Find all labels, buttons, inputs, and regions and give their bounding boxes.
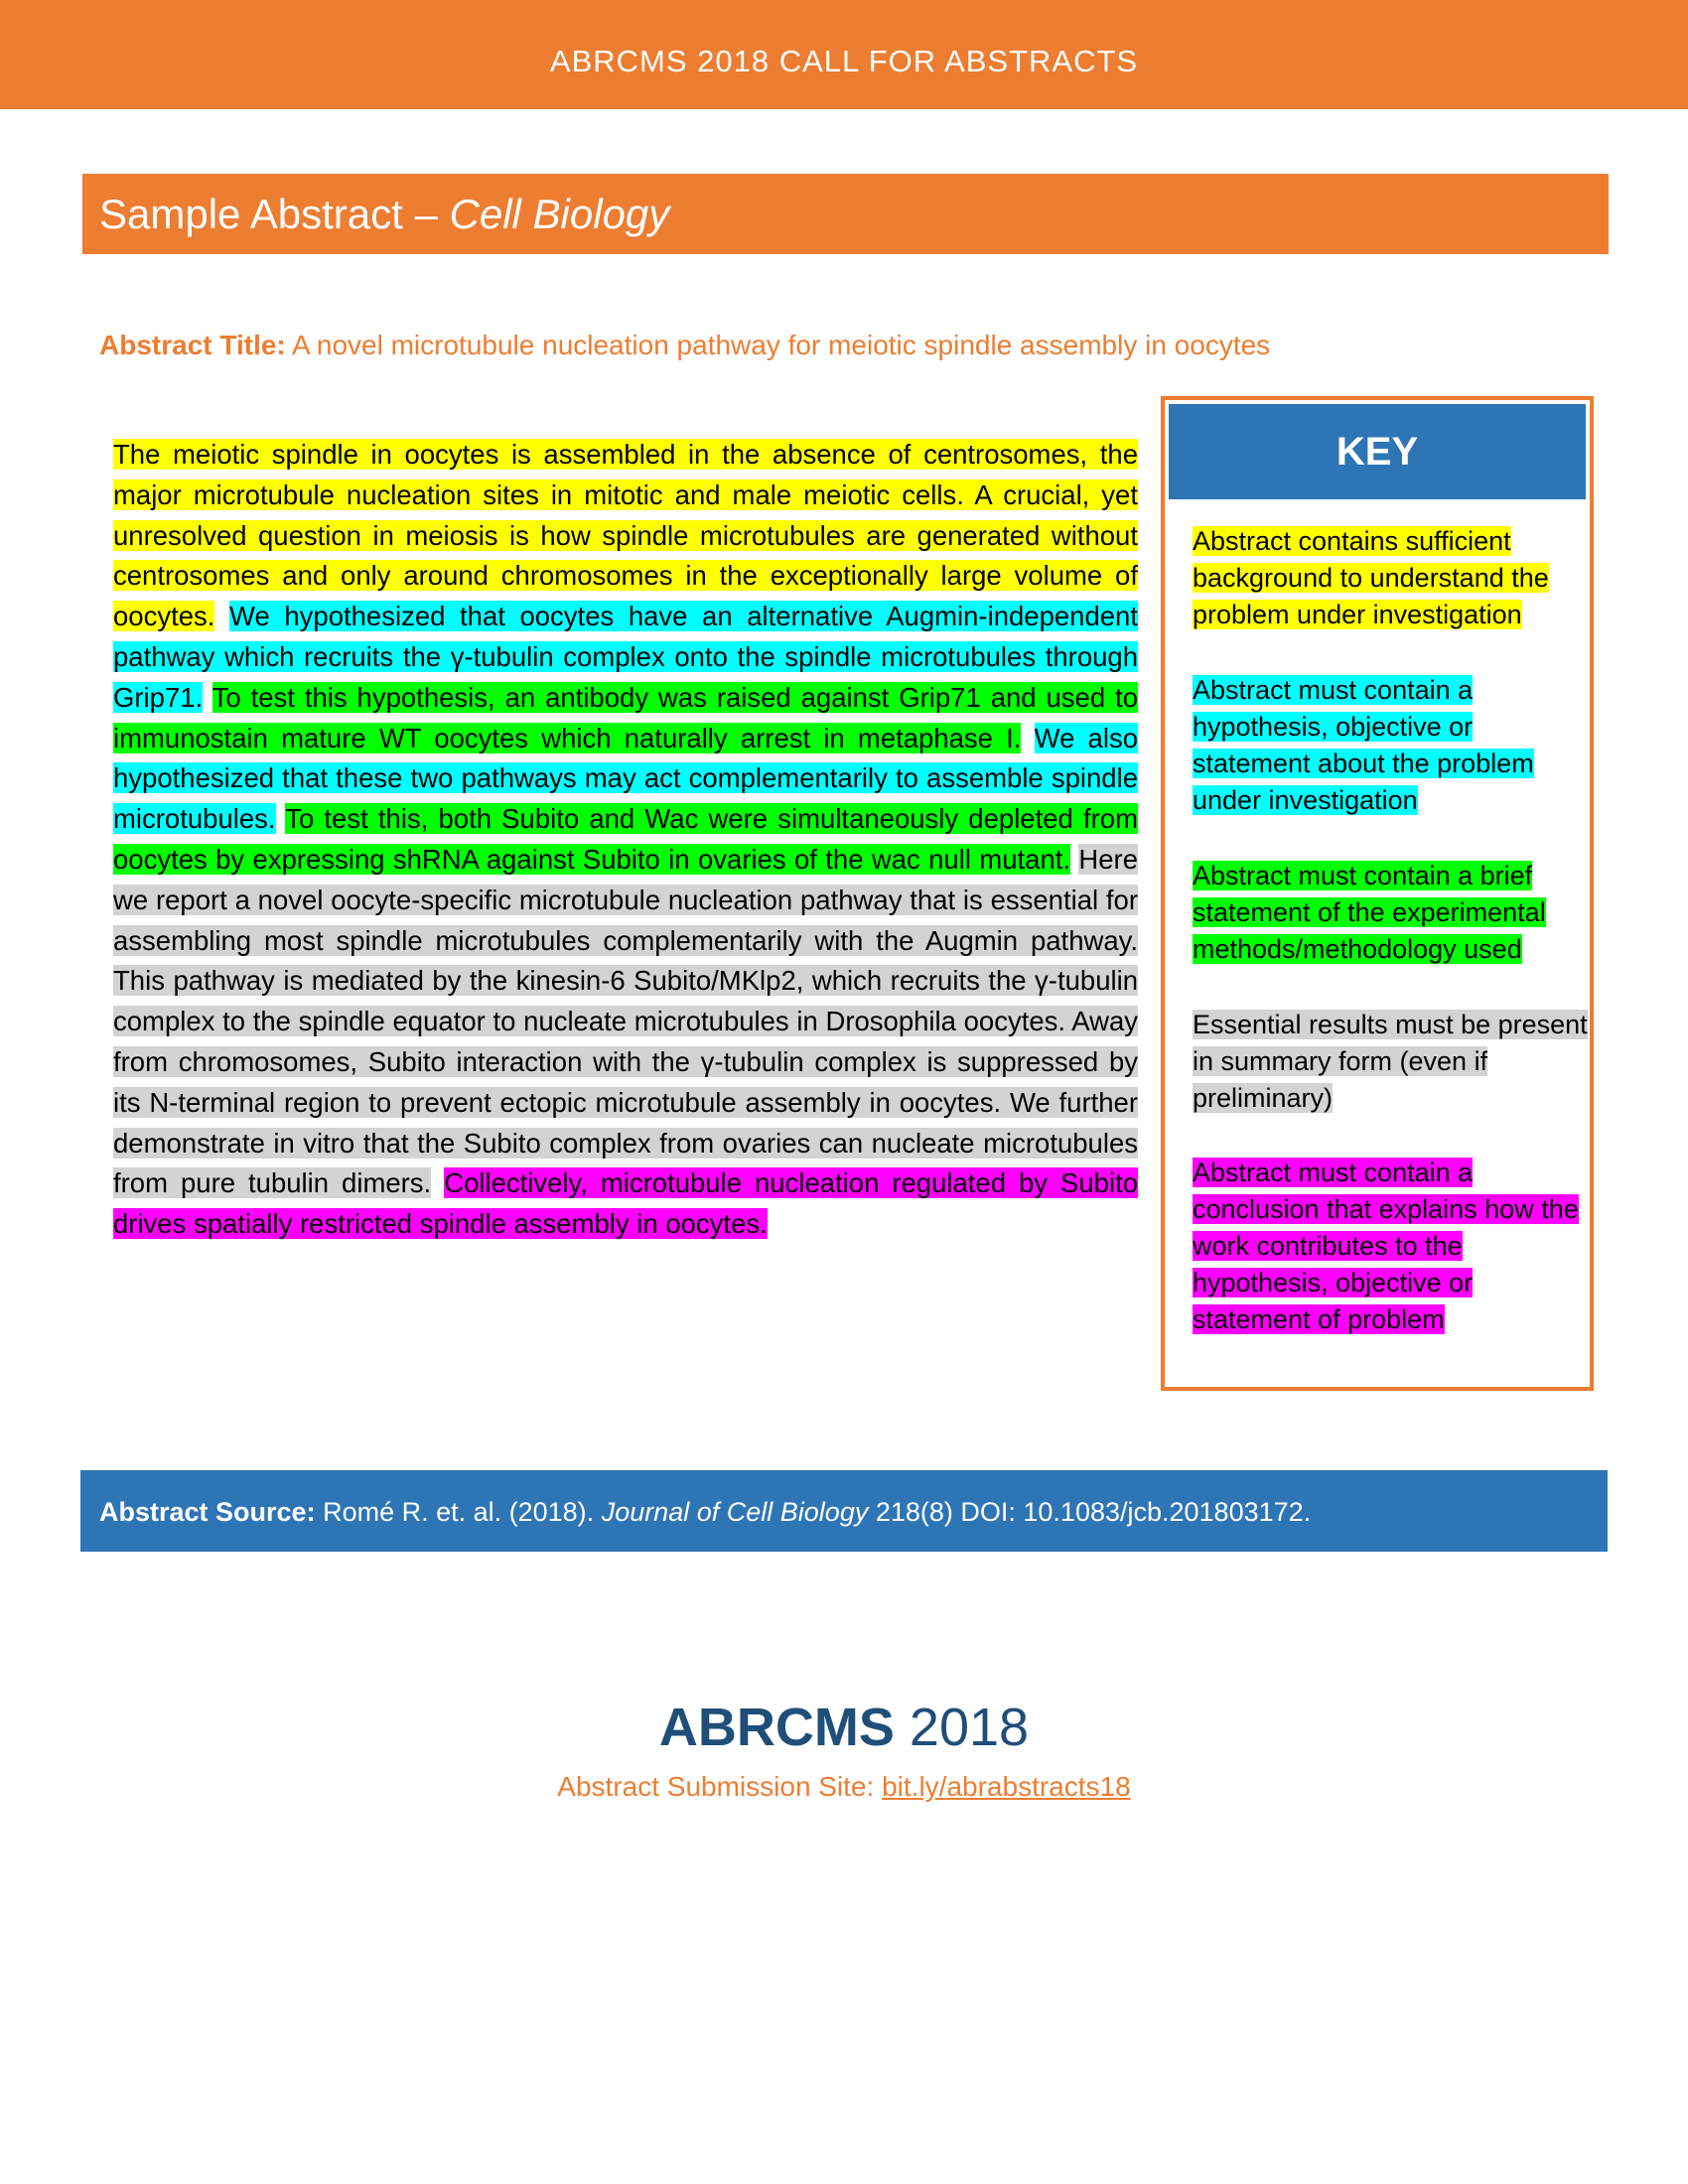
abstract-background-sentence: The meiotic spindle in oocytes is assembled in the absence of centrosomes, the major microtubule nucleation sites in mitotic and male meiotic cells. A crucial, yet unresolved question in meiosis is how spindle microtubules are generated without centrosomes and only around chromosomes in the exceptionally large volume of oocytes. <box>113 439 1138 632</box>
key-item-methods <box>1193 858 1590 968</box>
key-item-results-text: Essential results must be present in summary form (even if preliminary) <box>1193 1010 1588 1113</box>
source-journal: Journal of Cell Biology <box>601 1497 869 1527</box>
footer-brand-name: ABRCMS <box>658 1698 895 1757</box>
section-title-bar <box>82 174 1609 254</box>
key-item-conclusion-text: Abstract must contain a conclusion that explains how the work contributes to the hypothesis, objective or statement of problem <box>1193 1158 1579 1334</box>
submission-label: Abstract Submission Site: <box>557 1771 883 1802</box>
abstract-results-sentences: Here we report a novel oocyte-specific microtubule nucleation pathway that is essential for assembling most spindle microtubules complementarily with the Augmin pathway. This pathway is mediated by the kinesin-6 Subito/MKlp2, which recruits the γ-tubulin complex to the spindle equator to nucleate microtubules in Drosophila oocytes. Away from chromosomes, Subito interaction with the γ-tubulin complex is suppressed by its N-terminal region to prevent ectopic microtubule assembly in oocytes. We further demonstrate in vitro that the Subito complex from ovaries can nucleate microtubules from pure tubulin dimers. <box>113 843 1139 1199</box>
abstract-title-line <box>99 330 1569 361</box>
banner-text: ABRCMS 2018 CALL FOR ABSTRACTS <box>549 44 1139 78</box>
abstract-title-text: A novel microtubule nucleation pathway for meiotic spindle assembly in oocytes <box>285 330 1271 360</box>
abstract-methods-sentence: To test this hypothesis, an antibody was raised against Grip71 and used to immunostain mature WT oocytes which naturally arrest in metaphase I. <box>113 681 1138 753</box>
key-title: KEY <box>1169 404 1586 499</box>
footer-brand-year: 2018 <box>894 1698 1030 1757</box>
source-label: Abstract Source: <box>99 1497 316 1527</box>
abstract-hypothesis-sentence-2: We also hypothesized that these two pathways may act complementarily to assemble spindle microtubules. <box>113 722 1139 835</box>
footer-submission <box>0 1767 1688 1807</box>
abstract-body <box>113 435 1138 1245</box>
key-item-methods-text: Abstract must contain a brief statement of the experimental methods/methodology used <box>1193 861 1546 964</box>
footer-brand <box>0 1693 1688 1762</box>
key-item-background-text: Abstract contains sufficient background to understand the problem under investigation <box>1193 526 1549 629</box>
source-authors: Romé R. et. al. (2018). <box>315 1497 602 1527</box>
submission-link[interactable]: bit.ly/abrabstracts18 <box>882 1771 1131 1802</box>
section-title: Sample Abstract – <box>99 191 450 237</box>
key-item-conclusion <box>1193 1155 1590 1338</box>
top-banner <box>0 0 1688 109</box>
abstract-hypothesis-sentence: We hypothesized that oocytes have an alternative Augmin-independent pathway which recruits the γ-tubulin complex onto the spindle microtubules through Grip71. <box>113 601 1138 713</box>
section-title-subject: Cell Biology <box>449 191 670 237</box>
source-details: 218(8) DOI: 10.1083/jcb.201803172. <box>868 1497 1312 1527</box>
key-item-hypothesis <box>1193 672 1590 819</box>
abstract-conclusion-sentence: Collectively, microtubule nucleation regulated by Subito drives spatially restricted spindle assembly in oocytes. <box>113 1167 1139 1240</box>
key-panel <box>1161 396 1594 1391</box>
abstract-methods-sentence-2: To test this, both Subito and Wac were simultaneously depleted from oocytes by expressing shRNA against Subito in ovaries of the wac null mutant. <box>113 803 1138 875</box>
key-item-hypothesis-text: Abstract must contain a hypothesis, objective or statement about the problem under investigation <box>1193 675 1534 815</box>
abstract-title-label: Abstract Title: <box>99 330 286 360</box>
source-bar <box>80 1470 1608 1552</box>
key-item-background <box>1193 523 1590 633</box>
key-item-results <box>1193 1007 1590 1117</box>
